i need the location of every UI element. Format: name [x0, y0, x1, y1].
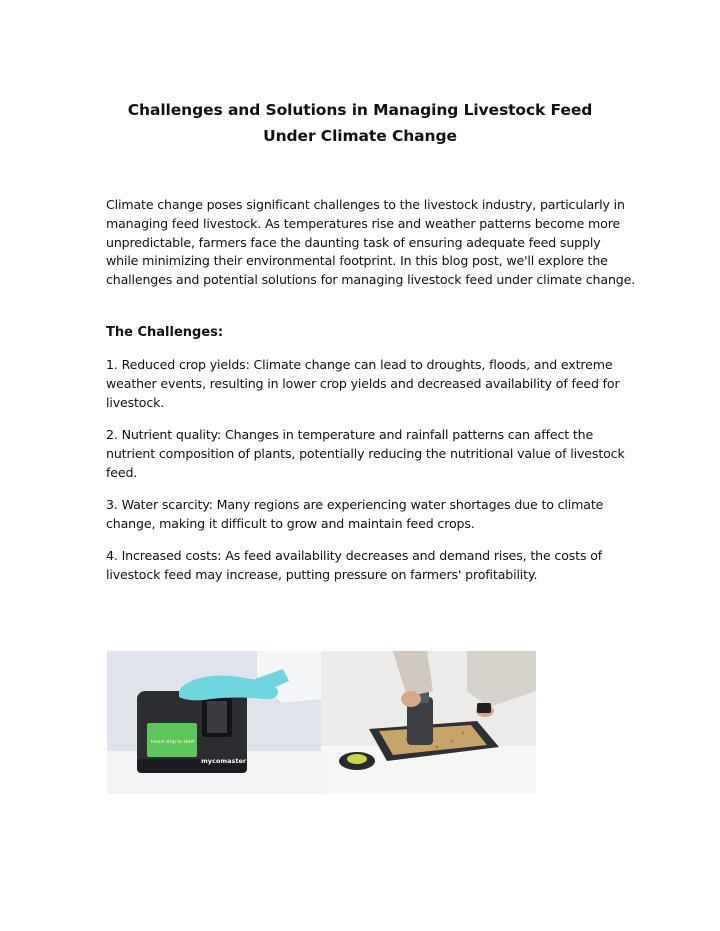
- screen-text: Insert strip to start: [151, 740, 195, 745]
- challenge-item: 4. Increased costs: As feed availability decreases and demand rises, the costs of livestock feed may increase, putting pressure on farmers' profitability.: [106, 548, 603, 582]
- device-brand: mycomaster: [201, 757, 247, 765]
- challenge-item: 1. Reduced crop yields: Climate change can lead to droughts, floods, and extreme weather events, resulting in lower crop yields and decreased availability of feed for livestock.: [106, 357, 620, 410]
- article-title: Challenges and Solutions in Managing Livestock Feed Under Climate Change: [127, 101, 593, 145]
- article-image: [107, 651, 536, 794]
- challenges-heading: The Challenges:: [106, 325, 224, 340]
- product-photo-illustration: [107, 651, 536, 794]
- intro-paragraph: Climate change poses significant challenges to the livestock industry, particularly in managing feed livestock. As temperatures rise and weather patterns become more unpredictable, farmers face the daunting task of ensuring adequate feed supply while minimizing their environmental footprint. In this blog post, we'll explore the challenges and potential solutions for managing livestock feed under climate change.: [106, 197, 636, 288]
- challenge-item: 3. Water scarcity: Many regions are experiencing water shortages due to climate change, making it difficult to grow and maintain feed crops.: [106, 497, 604, 531]
- challenge-item: 2. Nutrient quality: Changes in temperature and rainfall patterns can affect the nutrient composition of plants, potentially reducing the nutritional value of livestock feed.: [106, 427, 625, 480]
